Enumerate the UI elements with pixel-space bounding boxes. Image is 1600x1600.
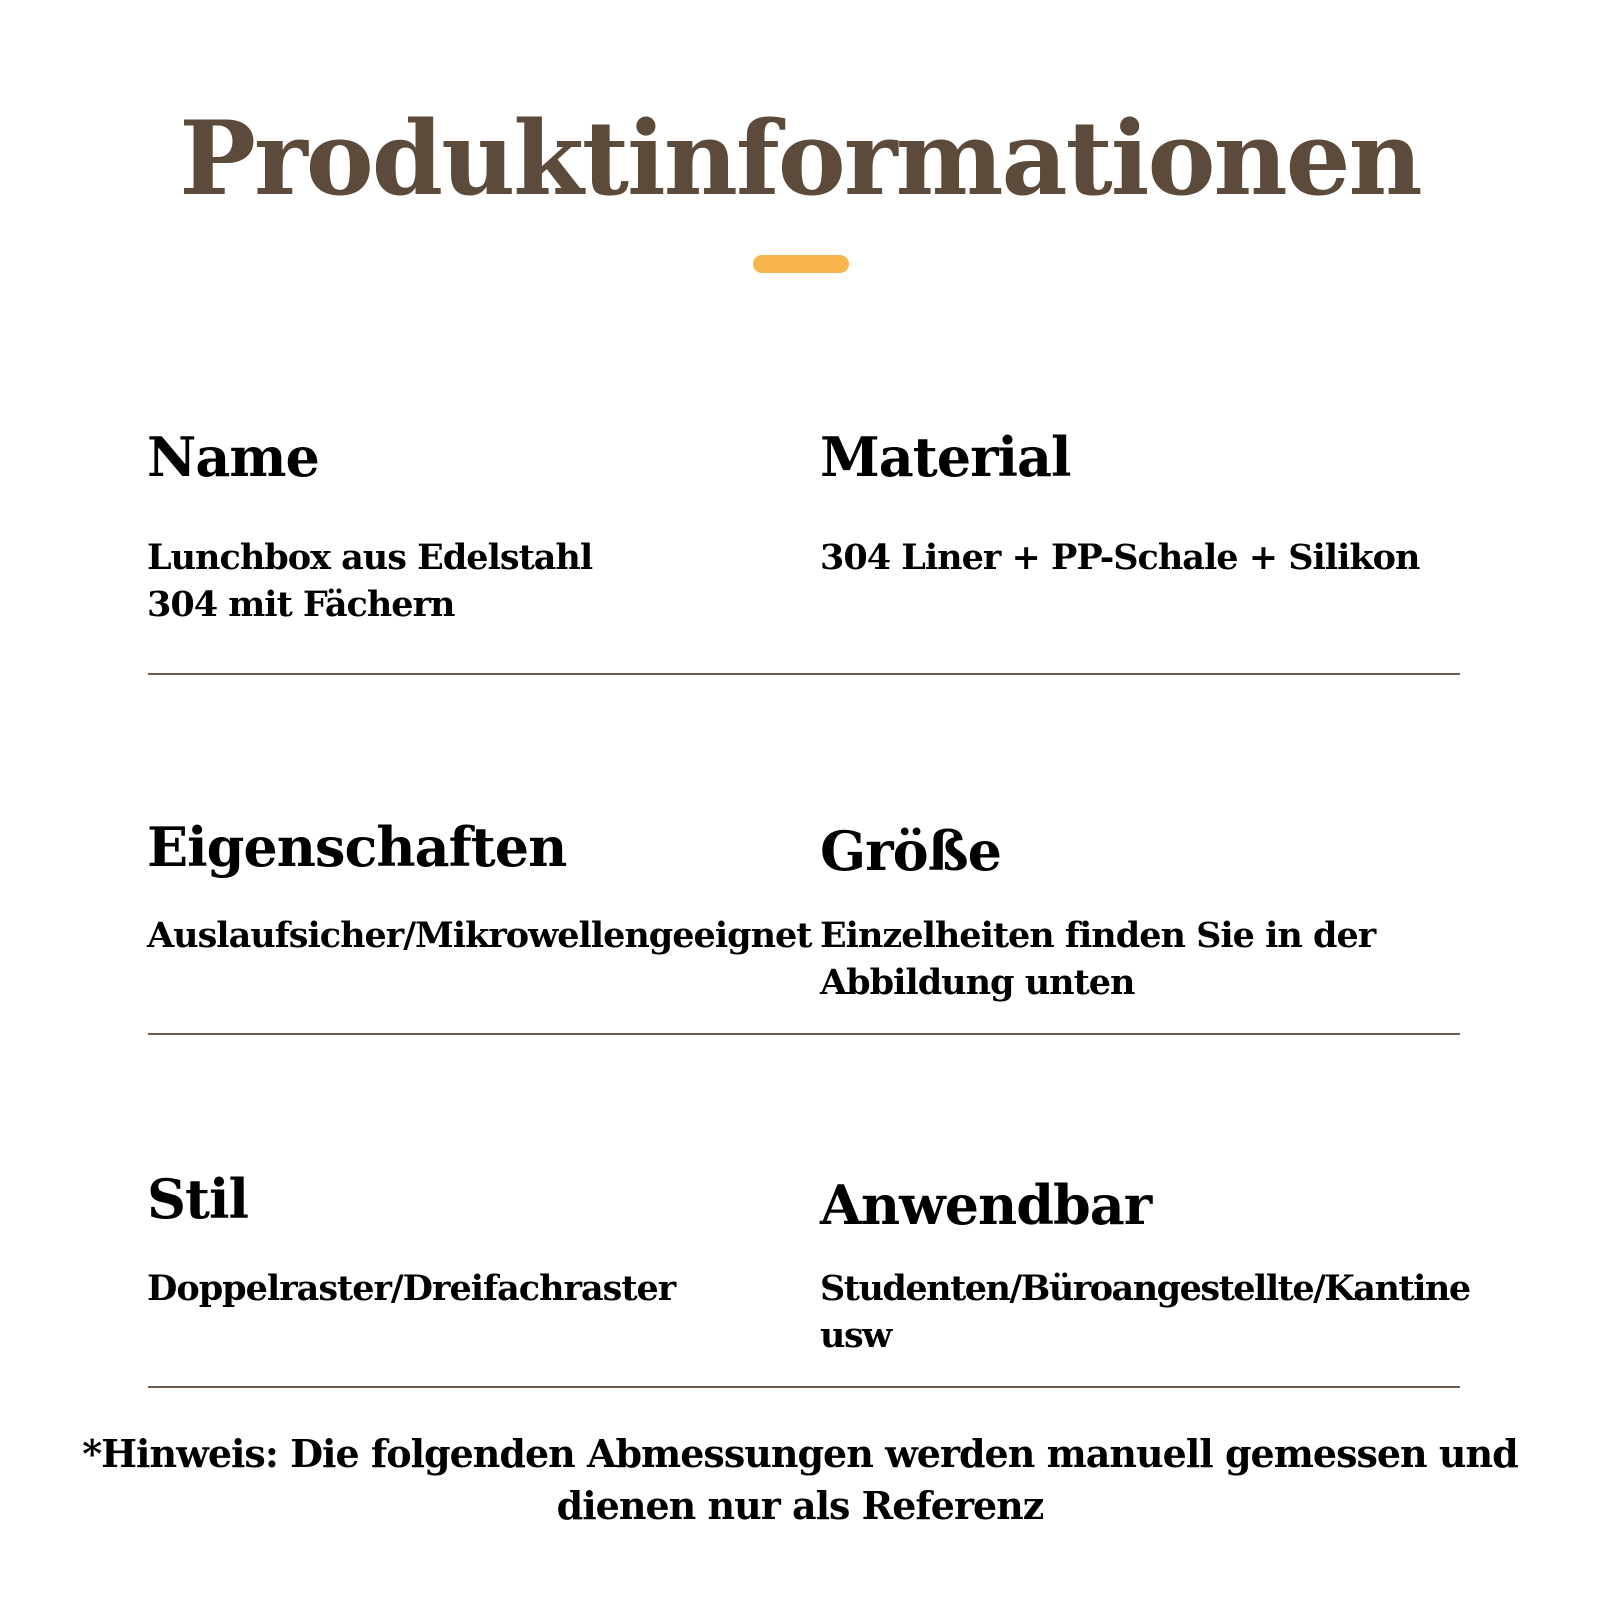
info-value-material: 304 Liner + PP-Schale + Silikon — [820, 537, 1420, 578]
info-value-anwendbar: Studenten/Büroangestellte/Kantine usw — [820, 1268, 1470, 1356]
row-divider — [148, 1386, 1460, 1388]
info-value-stil: Doppelraster/Dreifachraster — [147, 1268, 676, 1309]
footer-note: *Hinweis: Die folgenden Abmessungen werden manuell gemessen und dienen nur als Referenz — [82, 1431, 1518, 1528]
info-cell-eigenschaften — [147, 815, 817, 956]
row-divider — [148, 673, 1460, 675]
info-label-material: Material — [820, 425, 1071, 489]
info-value-eigenschaften: Auslaufsicher/Mikrowellengeeignet — [147, 915, 812, 956]
info-value-groesse: Einzelheiten finden Sie in der Abbildung unten — [820, 915, 1376, 1003]
info-value-name: Lunchbox aus Edelstahl 304 mit Fächern — [147, 537, 593, 625]
info-cell-name — [147, 425, 817, 625]
title-accent-bar — [753, 255, 849, 273]
info-cell-anwendbar — [820, 1173, 1550, 1356]
info-label-stil: Stil — [147, 1167, 248, 1231]
info-label-anwendbar: Anwendbar — [820, 1173, 1152, 1237]
row-divider — [148, 1033, 1460, 1035]
info-label-name: Name — [147, 425, 319, 489]
info-label-groesse: Größe — [820, 819, 1001, 883]
info-cell-stil — [147, 1167, 817, 1309]
info-label-eigenschaften: Eigenschaften — [147, 815, 567, 879]
info-cell-groesse — [820, 819, 1490, 1003]
page-title: Produktinformationen — [179, 99, 1421, 219]
info-cell-material — [820, 425, 1490, 578]
